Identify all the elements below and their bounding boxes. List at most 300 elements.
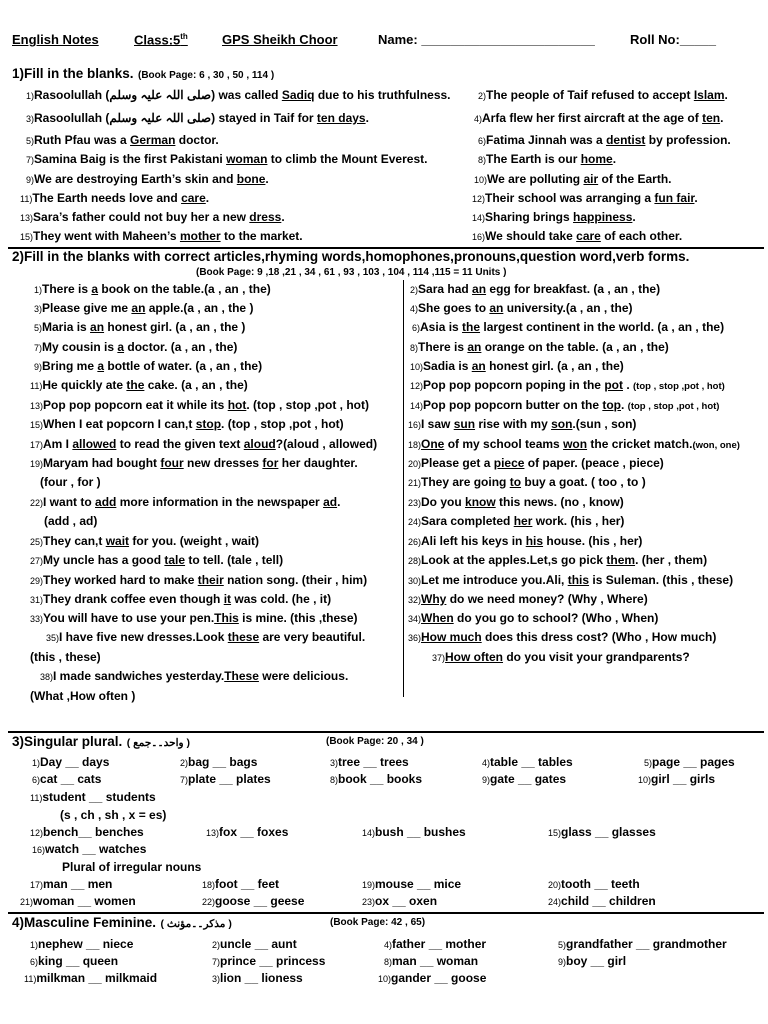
item-text: . — [265, 172, 269, 186]
item-number: 3) — [26, 114, 35, 124]
item-answer: hot — [227, 398, 247, 412]
item-answer: Sadiq — [281, 88, 315, 102]
item-number: 15) — [548, 828, 562, 838]
s1-item — [26, 133, 219, 147]
s2-item — [34, 320, 245, 334]
item-number: 29) — [30, 576, 44, 586]
section4-heading — [12, 914, 232, 932]
item-text: for you. (weight , wait) — [129, 534, 260, 548]
item-text: I saw — [421, 417, 454, 431]
item-text: fox __ foxes — [219, 825, 289, 839]
roll-field: Roll No:_____ — [630, 32, 716, 47]
item-text: her daughter. — [278, 456, 358, 470]
item-answer: an — [489, 301, 504, 315]
item-text: watch __ watches — [45, 842, 147, 856]
s4-item — [384, 937, 486, 951]
item-text: due to his truthfulness. — [314, 88, 451, 102]
item-text: gate __ gates — [490, 772, 567, 786]
item-text: They drank coffee even though — [43, 592, 224, 606]
s2-item — [30, 437, 377, 451]
item-answer: care — [576, 229, 601, 243]
item-number: 14) — [362, 828, 376, 838]
section1-ref: (Book Page: 6 , 30 , 50 , 114 ) — [137, 70, 275, 81]
item-text: Rasoolullah (صلی اللہ علیہ وسلم) was called — [34, 88, 282, 102]
item-text: new dresses — [183, 456, 263, 470]
item-answer: German — [130, 133, 176, 147]
item-text: goose __ geese — [215, 894, 305, 908]
item-text: to tell. (tale , tell) — [185, 553, 284, 567]
s3-item — [362, 894, 437, 908]
s1-item — [472, 210, 636, 224]
item-number: 30) — [408, 576, 422, 586]
item-answer: to — [509, 475, 522, 489]
item-number: 14) — [472, 213, 486, 223]
item-number: 2) — [180, 758, 189, 768]
item-text: doctor. (a , an , the) — [124, 340, 238, 354]
item-number: 4) — [474, 114, 483, 124]
item-number: 35) — [46, 633, 60, 643]
item-answer: aloud — [243, 437, 276, 451]
item-text: Fatima Jinnah was a — [486, 133, 607, 147]
item-text: Sara’s father could not buy her a new — [33, 210, 250, 224]
item-number: 26) — [408, 537, 422, 547]
item-answer: an — [471, 359, 486, 373]
item-number: 4) — [482, 758, 491, 768]
s4-item — [24, 971, 157, 985]
s2-item — [34, 340, 237, 354]
item-answer: his — [525, 534, 544, 548]
item-answer: bone — [236, 172, 266, 186]
s3-item — [20, 894, 136, 908]
item-text: Day __ days — [40, 755, 110, 769]
item-answer: add — [95, 495, 117, 509]
s1-item — [474, 111, 723, 125]
item-text: Let me introduce you.Ali, — [421, 573, 568, 587]
s2-item — [44, 514, 97, 528]
item-text: by profession. — [645, 133, 731, 147]
item-number: 37) — [432, 653, 446, 663]
item-answer: piece — [493, 456, 525, 470]
s1-item — [20, 210, 285, 224]
s4-item — [558, 954, 626, 968]
item-answer: her — [513, 514, 533, 528]
item-text: . — [337, 495, 341, 509]
item-answer: it — [223, 592, 232, 606]
section3-heading — [12, 733, 190, 751]
item-text: honest girl. (a , an , the ) — [104, 320, 246, 334]
item-number: 19) — [362, 880, 376, 890]
item-text: buy a goat. ( too , to ) — [521, 475, 646, 489]
item-text: boy __ girl — [566, 954, 627, 968]
item-answer: Why — [421, 592, 447, 606]
s3-item — [330, 772, 422, 786]
class-text: Class:5 — [134, 32, 181, 48]
item-number: 9) — [558, 957, 567, 967]
item-number: 6) — [30, 957, 39, 967]
s2-item — [410, 378, 725, 392]
item-text: bag __ bags — [188, 755, 258, 769]
item-text: Maria is — [42, 320, 91, 334]
item-number: 2) — [212, 940, 221, 950]
s2-item — [408, 553, 707, 567]
item-text: table __ tables — [490, 755, 573, 769]
s1-item — [478, 88, 728, 102]
item-answer: These — [224, 669, 259, 683]
s2-item — [408, 495, 624, 509]
item-number: 1) — [32, 758, 41, 768]
s3-item — [202, 877, 279, 891]
item-number: 3) — [212, 974, 221, 984]
s1-item — [472, 229, 682, 243]
item-text: ?(aloud , allowed) — [275, 437, 378, 451]
s3-item — [180, 772, 271, 786]
item-number: 6) — [32, 775, 41, 785]
item-number: 1) — [30, 940, 39, 950]
item-number: 11) — [24, 974, 37, 984]
s2-item — [410, 282, 660, 296]
section4-urdu: ( مذکر۔۔مؤنث ) — [160, 918, 232, 930]
s3-item — [482, 772, 566, 786]
item-text: I want to — [43, 495, 96, 509]
item-text: house. (his , her) — [543, 534, 643, 548]
item-text: Sadia is — [423, 359, 472, 373]
item-text: They are going — [421, 475, 510, 489]
item-text: We are polluting — [487, 172, 584, 186]
item-number: 31) — [30, 595, 44, 605]
item-text: woman __ women — [33, 894, 136, 908]
item-text: They worked hard to make — [43, 573, 198, 587]
item-text: university.(a , an , the) — [503, 301, 633, 315]
s3-item — [180, 755, 257, 769]
s2-item — [408, 475, 646, 489]
item-number: 18) — [202, 880, 216, 890]
s2-item — [408, 611, 658, 625]
item-answer: When — [421, 611, 454, 625]
item-number: 13) — [206, 828, 220, 838]
item-number: 24) — [548, 897, 562, 907]
item-text: is Suleman. (this , these) — [589, 573, 734, 587]
item-text: this news. (no , know) — [495, 495, 624, 509]
item-text: more information in the newspaper — [116, 495, 324, 509]
item-number: 7) — [180, 775, 189, 785]
item-text: He quickly ate — [42, 378, 127, 392]
item-text: nephew __ niece — [38, 937, 134, 951]
item-number: 38) — [40, 672, 54, 682]
s2-item — [30, 553, 283, 567]
item-text: prince __ princess — [220, 954, 326, 968]
item-text: . — [622, 378, 633, 392]
item-answer: air — [583, 172, 599, 186]
item-text: grandfather __ grandmother — [566, 937, 727, 951]
s1-item — [474, 172, 672, 186]
item-number: 33) — [30, 614, 44, 624]
item-number: 8) — [478, 155, 487, 165]
item-text: . — [720, 111, 724, 125]
item-text: work. (his , her) — [532, 514, 625, 528]
s2-item — [408, 534, 642, 548]
item-number: 5) — [644, 758, 653, 768]
item-text: book on the table.(a , an , the) — [98, 282, 271, 296]
item-text: father __ mother — [392, 937, 487, 951]
item-text: book __ books — [338, 772, 423, 786]
item-text: student __ students — [42, 790, 156, 804]
item-text: . — [612, 152, 617, 166]
item-text: Sara completed — [421, 514, 514, 528]
item-text: . (top , stop ,pot , hot) — [221, 417, 344, 431]
s4-item — [30, 954, 118, 968]
s2-item — [408, 592, 648, 606]
item-text: I made sandwiches yesterday. — [53, 669, 225, 683]
name-field: Name: ________________________ — [378, 32, 595, 47]
item-text: . (her , them) — [635, 553, 708, 567]
item-text: The Earth needs love and — [32, 191, 182, 205]
item-text: Their school was arranging a — [485, 191, 655, 205]
item-text: bush __ bushes — [375, 825, 466, 839]
item-number: 22) — [202, 897, 216, 907]
item-answer: an — [467, 340, 482, 354]
item-text: Please get a — [421, 456, 494, 470]
item-number: 12) — [472, 194, 486, 204]
class-label — [134, 32, 188, 47]
section1-heading — [12, 65, 274, 83]
item-number: 20) — [548, 880, 562, 890]
item-text: are very beautiful. — [259, 630, 366, 644]
item-answer: pot — [604, 378, 623, 392]
s1-item — [20, 229, 303, 243]
item-text: child __ children — [561, 894, 656, 908]
item-answer: ten — [702, 111, 721, 125]
s2-item — [30, 650, 101, 664]
item-text: of paper. (peace , piece) — [524, 456, 664, 470]
item-answer: a — [97, 359, 105, 373]
item-text: Bring me — [42, 359, 98, 373]
item-answer: for — [262, 456, 279, 470]
item-answer: dentist — [606, 133, 646, 147]
item-text: is mine. (this ,these) — [238, 611, 358, 625]
item-text: (add , ad) — [44, 514, 98, 528]
item-answer: dress — [249, 210, 282, 224]
section1-title: 1)Fill in the blanks. — [12, 66, 134, 81]
item-text: They went with Maheen’s — [33, 229, 180, 243]
s1-item — [20, 191, 209, 205]
s2-item — [410, 398, 719, 412]
item-number: 4) — [384, 940, 393, 950]
item-answer: know — [465, 495, 496, 509]
s4-item — [212, 971, 303, 985]
item-text: lion __ lioness — [220, 971, 303, 985]
s2-item — [46, 630, 365, 644]
item-answer: How often — [445, 650, 504, 664]
item-text: You will have to use your pen. — [43, 611, 215, 625]
s1-item — [472, 191, 698, 205]
item-text: of the Earth. — [598, 172, 672, 186]
s3-item — [30, 790, 156, 804]
item-number: 34) — [408, 614, 422, 624]
item-text: egg for breakfast. (a , an , the) — [486, 282, 661, 296]
s1-item — [478, 152, 616, 166]
item-number: 11) — [30, 381, 43, 391]
item-text: There is — [418, 340, 468, 354]
item-answer: stop — [195, 417, 222, 431]
item-answer: This — [214, 611, 239, 625]
item-text: to read the given text — [116, 437, 244, 451]
item-number: 8) — [330, 775, 339, 785]
item-text: Sara had — [418, 282, 473, 296]
item-text: ox __ oxen — [375, 894, 438, 908]
item-text: honest girl. (a , an , the) — [485, 359, 624, 373]
s2-item — [432, 650, 690, 664]
item-answer: four — [160, 456, 184, 470]
s2-item — [408, 456, 664, 470]
section2-title: 2)Fill in the blanks with correct articles,rhyming words,homophones,pronouns,question word,verb forms. — [12, 249, 690, 264]
item-text: Pop pop popcorn poping in the — [423, 378, 605, 392]
item-text: Sharing brings — [485, 210, 574, 224]
s4-item — [558, 937, 727, 951]
item-number: 5) — [26, 136, 35, 146]
item-answer: them — [606, 553, 636, 567]
item-text: (this , these) — [30, 650, 101, 664]
item-answer: won — [563, 437, 588, 451]
item-text: bottle of water. (a , an , the) — [104, 359, 263, 373]
item-number: 22) — [30, 498, 44, 508]
item-answer: this — [567, 573, 590, 587]
item-text: was cold. (he , it) — [231, 592, 332, 606]
item-answer: One — [421, 437, 445, 451]
s2-item — [410, 340, 669, 354]
column-divider — [403, 280, 404, 697]
item-text: Plural of irregular nouns — [62, 860, 202, 874]
s3-item — [330, 755, 409, 769]
s3-item — [202, 894, 304, 908]
s2-item — [34, 301, 253, 315]
s2-item — [30, 456, 358, 470]
item-text: milkman __ milkmaid — [36, 971, 158, 985]
item-number: 9) — [34, 362, 43, 372]
item-number: 9) — [26, 175, 35, 185]
item-answer: sun — [453, 417, 476, 431]
s3-item — [362, 877, 461, 891]
item-text: king __ queen — [38, 954, 119, 968]
item-text: man __ men — [43, 877, 113, 891]
item-text: tooth __ teeth — [561, 877, 640, 891]
item-text: of each other. — [600, 229, 683, 243]
item-text: man __ woman — [392, 954, 479, 968]
item-number: 6) — [478, 136, 487, 146]
item-number: 10) — [638, 775, 652, 785]
item-text: foot __ feet — [215, 877, 280, 891]
s4-item — [212, 937, 297, 951]
s2-item — [408, 514, 624, 528]
item-text: . — [632, 210, 636, 224]
item-text: My cousin is — [42, 340, 118, 354]
section2-ref: (Book Page: 9 ,18 ,21 , 34 , 61 , 93 , 103 , 104 , 114 ,115 = 11 Units ) — [196, 267, 507, 278]
item-text: cake. (a , an , the) — [144, 378, 248, 392]
item-number: 6) — [412, 323, 421, 333]
item-answer: allowed — [72, 437, 117, 451]
item-text: My uncle has a good — [43, 553, 165, 567]
s3-item — [638, 772, 715, 786]
item-text: uncle __ aunt — [220, 937, 297, 951]
item-answer: mother — [179, 229, 221, 243]
item-text: orange on the table. (a , an , the) — [481, 340, 669, 354]
item-text: Look at the apples.Let,s go pick — [421, 553, 607, 567]
item-text: rise with my — [475, 417, 552, 431]
item-number: 2) — [410, 285, 419, 295]
item-number: 36) — [408, 633, 422, 643]
item-text: do you visit your grandparents? — [503, 650, 690, 664]
item-answer: a — [117, 340, 125, 354]
item-text: to the market. — [220, 229, 303, 243]
s2-item — [30, 398, 369, 412]
s3-item — [62, 860, 201, 874]
item-answer: an — [472, 282, 487, 296]
item-answer: a — [91, 282, 99, 296]
item-number: 17) — [30, 880, 44, 890]
item-text: .(sun , son) — [572, 417, 637, 431]
s2-item — [34, 282, 271, 296]
s2-item — [40, 475, 101, 489]
item-number: 10) — [474, 175, 488, 185]
item-number: 21) — [20, 897, 34, 907]
s3-item — [30, 877, 112, 891]
item-text: Rasoolullah (صلی اللہ علیہ وسلم) stayed in Taif for — [34, 111, 317, 125]
item-number: 10) — [410, 362, 424, 372]
item-number: 12) — [410, 381, 424, 391]
item-text: gander __ goose — [391, 971, 487, 985]
s2-item — [408, 437, 740, 451]
item-number: 24) — [408, 517, 422, 527]
s2-item — [30, 378, 248, 392]
item-number: 16) — [472, 232, 486, 242]
item-text: Do you — [421, 495, 466, 509]
s2-item — [408, 573, 733, 587]
item-text: I have five new dresses.Look — [59, 630, 228, 644]
s3-item — [32, 755, 109, 769]
s2-item — [30, 573, 367, 587]
section3-title: 3)Singular plural. — [12, 734, 123, 749]
item-text: . — [724, 88, 728, 102]
item-text: . — [620, 398, 628, 412]
s1-item — [26, 172, 269, 186]
item-text: Samina Baig is the first Pakistani — [34, 152, 227, 166]
s4-item — [212, 954, 325, 968]
item-number: 3) — [34, 304, 43, 314]
item-number: 1) — [26, 91, 35, 101]
item-text: glass __ glasses — [561, 825, 656, 839]
item-number: 11) — [30, 793, 43, 803]
item-text: (four , for ) — [40, 475, 101, 489]
item-options: (top , stop ,pot , hot) — [627, 401, 720, 412]
item-text: Arfa flew her first aircraft at the age of — [482, 111, 703, 125]
item-options: (top , stop ,pot , hot) — [633, 381, 725, 392]
item-text: to climb the Mount Everest. — [267, 152, 428, 166]
section4-ref: (Book Page: 42 , 65) — [330, 917, 426, 928]
s2-item — [30, 611, 358, 625]
s2-item — [410, 359, 624, 373]
s1-item — [26, 88, 451, 102]
item-number: 21) — [408, 478, 422, 488]
subject-title: English Notes — [12, 32, 99, 47]
class-sup: th — [180, 32, 188, 41]
item-number: 1) — [34, 285, 43, 295]
s2-item — [410, 301, 633, 315]
item-text: When I eat popcorn I can,t — [43, 417, 196, 431]
school-name: GPS Sheikh Choor — [222, 32, 338, 47]
item-number: 4) — [410, 304, 419, 314]
item-number: 23) — [362, 897, 376, 907]
item-number: 5) — [558, 940, 567, 950]
item-text: nation song. (their , him) — [223, 573, 368, 587]
